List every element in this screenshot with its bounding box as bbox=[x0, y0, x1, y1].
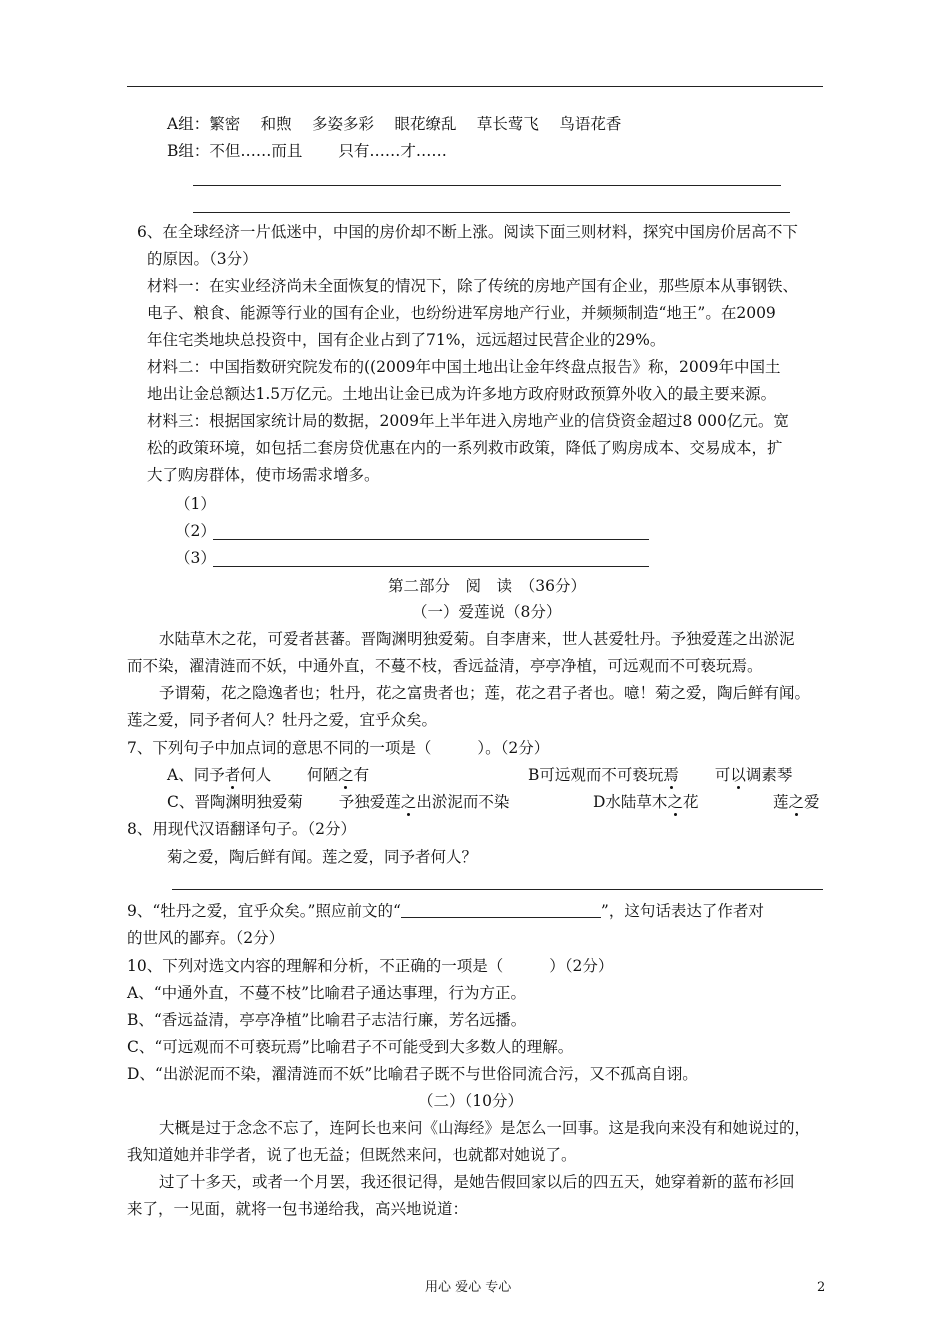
q7-stem: 7、下列句子中加点词的意思不同的一项是（ ）。（2分） bbox=[127, 739, 550, 757]
passage-text: 予谓菊，花之隐逸者也；牡丹，花之富贵者也；莲，花之君子者也。噫！菊之爱，陶后鲜有闻。 bbox=[159, 684, 811, 702]
passage-text: 水陆草木之花，可爱者甚蕃。晋陶渊明独爱菊。自李唐来，世人甚爱牡丹。予独爱莲之出淤泥 bbox=[159, 630, 795, 648]
passage-text: 我知道她并非学者，说了也无益；但既然来问，也就都对她说了。 bbox=[127, 1146, 577, 1164]
top-rule bbox=[127, 86, 823, 87]
q9-stem: 的世风的鄙弃。（2分） bbox=[127, 929, 285, 947]
answer-line bbox=[213, 539, 649, 540]
answer-label: （1） bbox=[175, 495, 216, 513]
q6-stem: 6、在全球经济一片低迷中，中国的房价却不断上涨。阅读下面三则材料，探究中国房价居高不下 bbox=[137, 223, 798, 241]
q7-option-a: A、同予者何人 何陋之有 bbox=[167, 766, 370, 784]
section-subtitle: （一）爱莲说（8分） bbox=[412, 603, 562, 621]
section-title: 第二部分 阅 读 （36分） bbox=[388, 577, 586, 595]
material-text: 材料三：根据国家统计局的数据，2009年上半年进入房地产业的信贷资金超过8 000亿元。宽 bbox=[147, 412, 789, 430]
section-subtitle: （二）（10分） bbox=[418, 1092, 523, 1110]
material-text: 地出让金总额达1.5万亿元。土地出让金已成为许多地方政府财政预算外收入的最主要来源。 bbox=[147, 385, 777, 403]
material-text: 材料二：中国指数研究院发布的((2009年中国土地出让金年终盘点报告》称，2009年中国土 bbox=[147, 358, 781, 376]
q10-stem: 10、下列对选文内容的理解和分析，不正确的一项是（ ）（2分） bbox=[127, 957, 614, 975]
q7-option-c: C、晋陶渊明独爱菊 予独爱莲之出淤泥而不染 bbox=[167, 793, 510, 811]
footer-text: 用心 爱心 专心 bbox=[425, 1280, 512, 1295]
passage-text: 过了十多天，或者一个月罢，我还很记得，是她告假回家以后的四五天，她穿着新的蓝布衫回 bbox=[159, 1173, 795, 1191]
material-text: 电子、粮食、能源等行业的国有企业，也纷纷进军房地产行业，并频频制造“地王”。在2009 bbox=[147, 304, 776, 322]
passage-text: 来了，一见面，就将一包书递给我，高兴地说道： bbox=[127, 1200, 469, 1218]
material-text: 材料一：在实业经济尚未全面恢复的情况下，除了传统的房地产国有企业，那些原本从事钢铁、 bbox=[147, 277, 799, 295]
passage-text: 而不染，濯清涟而不妖，中通外直，不蔓不枝，香远益清，亭亭净植，可远观而不可亵玩焉。 bbox=[127, 657, 763, 675]
q8-stem: 8、用现代汉语翻译句子。（2分） bbox=[127, 820, 356, 838]
answer-line bbox=[213, 566, 649, 567]
fill-blank bbox=[401, 901, 601, 918]
material-text: 松的政策环境，如包括二套房贷优惠在内的一系列救市政策，降低了购房成本、交易成本，扩 bbox=[147, 439, 783, 457]
q9-stem: 9、“牡丹之爱，宜乎众矣。”照应前文的“ ”，这句话表达了作者对 bbox=[127, 902, 764, 920]
q10-option: A、“中通外直，不蔓不枝”比喻君子通达事理，行为方正。 bbox=[127, 984, 527, 1002]
answer-label: （3） bbox=[175, 549, 216, 567]
material-text: 年住宅类地块总投资中，国有企业占到了71%，远远超过民营企业的29%。 bbox=[147, 331, 666, 349]
group-a-line: A组：繁密 和煦 多姿多彩 眼花缭乱 草长莺飞 鸟语花香 bbox=[167, 115, 622, 133]
q7-option-b: B可远观而不可亵玩焉 可以调素琴 bbox=[528, 766, 793, 784]
q7-option-d: D水陆草木之花 bbox=[593, 793, 699, 811]
page-number: 2 bbox=[817, 1280, 826, 1295]
q6-stem: 的原因。（3分） bbox=[147, 250, 258, 268]
answer-line bbox=[172, 889, 823, 890]
q10-option: C、“可远观而不可亵玩焉”比喻君子不可能受到大多数人的理解。 bbox=[127, 1038, 574, 1056]
material-text: 大了购房群体，使市场需求增多。 bbox=[147, 466, 380, 484]
group-b-line: B组：不但……而且 只有……才…… bbox=[167, 142, 447, 160]
q10-option: D、“出淤泥而不染，濯清涟而不妖”比喻君子既不与世俗同流合污，又不孤高自诩。 bbox=[127, 1065, 698, 1083]
q7-option-d-pair: 莲之爱 bbox=[773, 793, 820, 811]
q10-option: B、“香远益清，亭亭净植”比喻君子志洁行廉，芳名远播。 bbox=[127, 1011, 527, 1029]
answer-label: （2） bbox=[175, 522, 216, 540]
answer-line bbox=[193, 185, 781, 186]
q8-sentence: 菊之爱，陶后鲜有闻。莲之爱，同予者何人？ bbox=[167, 848, 478, 866]
passage-text: 大概是过于念念不忘了，连阿长也来问《山海经》是怎么一回事。这是我向来没有和她说过的， bbox=[159, 1119, 811, 1137]
answer-line bbox=[193, 212, 790, 213]
passage-text: 莲之爱，同予者何人？牡丹之爱，宜乎众矣。 bbox=[127, 711, 438, 729]
